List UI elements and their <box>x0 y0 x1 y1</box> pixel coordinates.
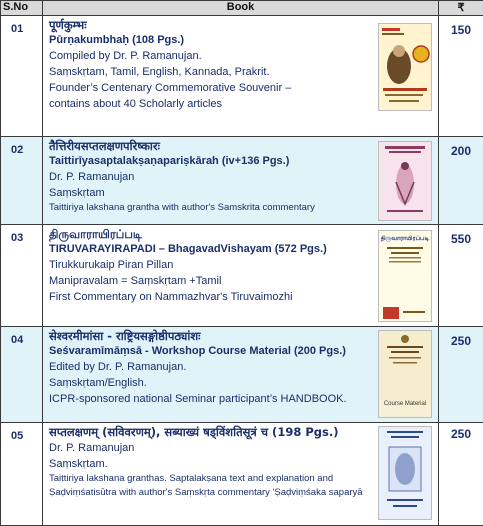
book-title-native: திருவாராயிரப்படி <box>49 227 438 242</box>
book-note: Taittiriya lakshana granthas. Saptalakṣana text and explanation and Ṣaḍviṃśatisūtra with author's Saṃskṛta commentary 'Ṣaḍviṃśaka saparyā <box>49 472 379 500</box>
book-detail-line: First Commentary on Nammazhvar's Tiruvaimozhi <box>49 289 438 305</box>
book-detail-line: ICPR-sponsored national Seminar participant’s HANDBOOK. <box>49 391 438 407</box>
table-row <box>1 327 483 423</box>
cover-title-text: திருவாராயிரப்படி <box>379 235 431 243</box>
price-cell: 250 <box>439 423 483 526</box>
book-title-roman: Seśvaramīmāṃsā - Workshop Course Material (200 Pgs.) <box>49 344 438 359</box>
book-note: Taittiriya lakshana grantha with author's Samskrita commentary <box>49 201 438 215</box>
sno-column-header: S.No <box>1 1 43 16</box>
book-cover-image <box>378 426 432 520</box>
book-title-native: सप्तलक्षणम् (सविवरणम्), सब्याख्यं षड्विंशतिसूत्रं च (198 Pgs.) <box>49 425 438 440</box>
row-number: 05 <box>1 423 43 526</box>
book-detail-line: Dr. P. Ramanujan <box>49 440 438 456</box>
book-cell <box>43 225 439 327</box>
book-title-roman: Pūrṇakumbhaḥ (108 Pgs.) <box>49 33 438 48</box>
book-detail-line: Saṃskṛtam <box>49 185 438 201</box>
row-number: 02 <box>1 137 43 225</box>
table-row <box>1 16 483 137</box>
book-detail-line: Compiled by Dr. P. Ramanujan. <box>49 48 438 64</box>
book-column-header: Book <box>43 1 439 16</box>
book-cell <box>43 137 439 225</box>
row-number: 03 <box>1 225 43 327</box>
table-row <box>1 137 483 225</box>
book-detail-line: Dr. P. Ramanujan <box>49 169 438 185</box>
book-detail-line: Edited by Dr. P. Ramanujan. <box>49 359 438 375</box>
book-detail-line: Saṃskṛtam, Tamil, English, Kannada, Prakrit. <box>49 64 438 80</box>
row-number: 04 <box>1 327 43 423</box>
price-cell: 150 <box>439 16 483 137</box>
book-cover-image <box>378 141 432 221</box>
book-cell <box>43 16 439 137</box>
book-detail-line: Manipravalam = Saṃskṛtam +Tamil <box>49 273 438 289</box>
cover-label: Course Material <box>379 401 431 407</box>
book-detail-line: Saṃskṛtam/English. <box>49 375 438 391</box>
table-row <box>1 225 483 327</box>
book-title-roman: TIRUVARAYIRAPADI – BhagavadVishayam (572 Pgs.) <box>49 242 438 257</box>
book-cover-image <box>378 330 432 418</box>
book-title-native: तैत्तिरीयसप्तलक्षणपरिष्कारः <box>49 139 438 154</box>
price-cell: 250 <box>439 327 483 423</box>
price-column-header: ₹ <box>439 1 483 16</box>
book-detail-line: Founder’s Centenary Commemorative Souvenir – <box>49 80 438 96</box>
book-cell <box>43 327 439 423</box>
book-title-native: सेश्वरमीमांसा - राष्ट्रियसङ्गोष्ठीपठ्यांशः <box>49 329 438 344</box>
table-row <box>1 423 483 526</box>
book-detail-line: Saṃskṛtam. <box>49 456 438 472</box>
price-cell: 550 <box>439 225 483 327</box>
book-cell <box>43 423 439 526</box>
book-title-native: पूर्णकुम्भः <box>49 18 438 33</box>
price-cell: 200 <box>439 137 483 225</box>
table-header-row <box>1 1 483 16</box>
book-cover-image <box>378 23 432 111</box>
book-title-roman: Taittirīyasaptalakṣaṇapariṣkārah (iv+136 Pgs.) <box>49 154 438 169</box>
book-cover-image <box>378 230 432 322</box>
book-detail-line: Tirukkurukaip Piran Pillan <box>49 257 438 273</box>
row-number: 01 <box>1 16 43 137</box>
book-detail-line: contains about 40 Scholarly articles <box>49 96 438 112</box>
